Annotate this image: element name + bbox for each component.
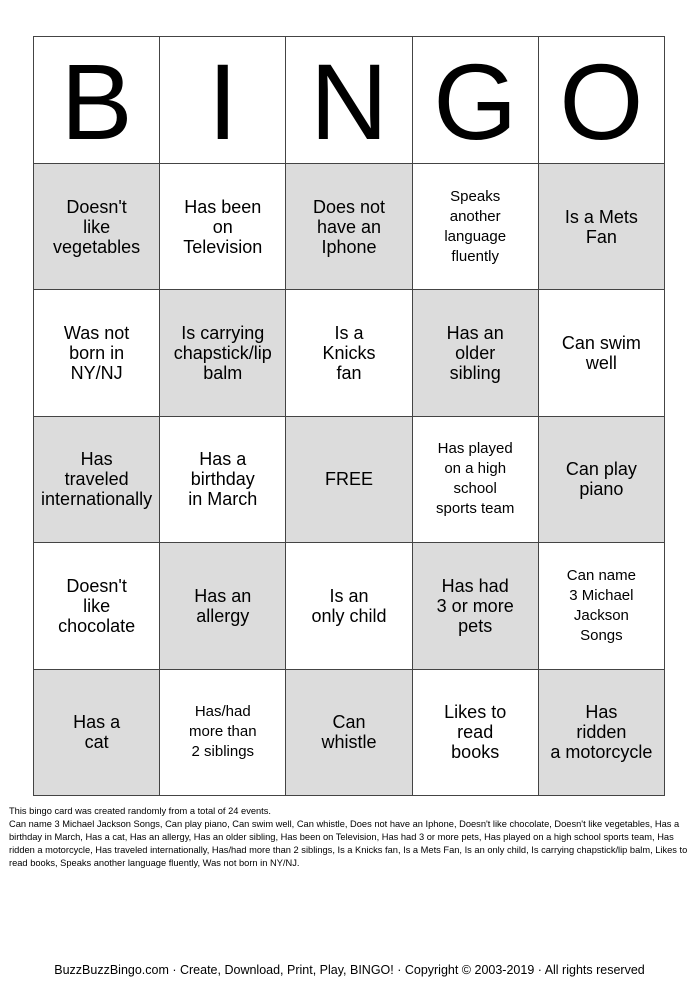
square-text-line: Television [183, 236, 263, 257]
square-text-line: older [455, 343, 496, 364]
square-text-line: Has [585, 702, 618, 723]
square-text-line: piano [579, 479, 624, 500]
square-text-line: like [83, 216, 111, 237]
footer-copyright: BuzzBuzzBingo.com · Create, Download, Print, Play, BINGO! · Copyright © 2003-2019 · All rights reserved [54, 963, 645, 977]
square-text-line: books [451, 742, 500, 763]
square-text-line: Iphone [321, 236, 377, 257]
square-text [188, 449, 257, 509]
square-text-line: Likes to [444, 702, 507, 723]
square-text-line: chapstick/lip [173, 343, 272, 364]
bingo-square [34, 670, 160, 796]
square-text-line: language [444, 227, 507, 245]
square-text [321, 712, 376, 752]
bingo-square [413, 417, 539, 543]
square-text-line: allergy [196, 605, 250, 626]
bingo-square [539, 290, 665, 416]
square-text [183, 197, 262, 257]
square-text-line: Has had [441, 575, 509, 596]
square-text-line: fluently [451, 247, 499, 265]
square-text [566, 459, 637, 499]
square-text-line: born in [69, 343, 125, 364]
square-text-line: Is carrying [181, 323, 265, 344]
square-text-line: fan [336, 363, 362, 384]
bingo-square [539, 670, 665, 796]
square-text-line: birthday [190, 469, 255, 490]
square-text [73, 712, 120, 752]
square-text-line: Speaks [450, 187, 501, 205]
square-text-line: on [212, 216, 233, 237]
square-text-line: Is a [334, 323, 364, 344]
square-text [436, 439, 514, 519]
bingo-square [160, 290, 286, 416]
square-text [444, 187, 506, 267]
bingo-square [34, 290, 160, 416]
square-text-line: traveled [64, 469, 129, 490]
header-letter-i: I [160, 37, 286, 164]
bingo-square [160, 164, 286, 290]
bingo-square [286, 670, 412, 796]
square-text-line: Can name [566, 566, 636, 584]
square-text-line: Has a [73, 712, 121, 733]
bingo-square [286, 290, 412, 416]
square-text-line: only child [311, 605, 387, 626]
square-text-line: Songs [580, 626, 623, 644]
square-text-line: whistle [321, 732, 377, 753]
square-text [64, 323, 129, 383]
square-text [567, 566, 636, 646]
square-text-line: Has been [184, 196, 262, 217]
square-text-line: on a high [444, 460, 507, 478]
bingo-square [286, 164, 412, 290]
square-text-line: Doesn't [66, 575, 127, 596]
square-text-line: have an [316, 216, 382, 237]
description-intro: This bingo card was created randomly from a total of 24 events. [9, 806, 271, 816]
square-text [565, 207, 638, 247]
square-text-line: like [83, 595, 111, 616]
square-text [444, 702, 506, 762]
square-text-line: well [585, 353, 617, 374]
square-text-line: Knicks [322, 343, 376, 364]
bingo-square [286, 417, 412, 543]
square-text-line: ridden [576, 722, 627, 743]
bingo-square [160, 417, 286, 543]
square-text-line: FREE [324, 469, 373, 490]
square-text-line: cat [84, 732, 109, 753]
square-text-line: Jackson [573, 606, 629, 624]
bingo-square [160, 670, 286, 796]
description-events-list: Can name 3 Michael Jackson Songs, Can play piano, Can swim well, Can whistle, Does not have an Iphone, Doesn't like chocolate, Doesn't like vegetables, Has a birthday in March, Has a cat, Has an allergy, Has an older sibling, Has been on Television, Has had 3 or more pets, Has played on a high school sports team, Has ridden a motorcycle, Has traveled internationally, Has/had more than 2 siblings, Is a Knicks fan, Is a Mets Fan, Is an only child, Is carrying chapstick/lip balm, Likes to read books, Speaks another language fluently, Was not born in NY/NJ. [9, 819, 688, 868]
square-text-line: read [457, 722, 494, 743]
square-text-line: sports team [436, 500, 515, 518]
square-text-line: Is an [329, 585, 369, 606]
square-text-line: in March [188, 489, 258, 510]
square-text-line: Fan [585, 226, 617, 247]
square-text [311, 586, 386, 626]
header-letter-b: B [34, 37, 160, 164]
square-text-line: school [453, 480, 497, 498]
square-text-line: another [449, 207, 501, 225]
square-text-line: more than [189, 723, 257, 741]
square-text-line: Has an [194, 585, 252, 606]
square-text-line: Is a Mets [564, 206, 638, 227]
square-text [53, 197, 140, 257]
square-text-line: sibling [449, 363, 501, 384]
square-text [174, 323, 272, 383]
square-text-line: 3 or more [436, 595, 514, 616]
square-text [550, 702, 652, 762]
bingo-square [539, 543, 665, 669]
square-text-line: Has [80, 449, 113, 470]
square-text-line: 2 siblings [191, 743, 255, 761]
square-text-line: Can play [565, 459, 637, 480]
square-text [562, 333, 641, 373]
bingo-square [34, 417, 160, 543]
square-text-line: pets [458, 615, 493, 636]
square-text-line: Can [332, 712, 366, 733]
square-text-line: internationally [41, 489, 153, 510]
bingo-square [539, 164, 665, 290]
square-text-line: balm [203, 363, 243, 384]
square-text-line: Was not [63, 323, 130, 344]
header-letter-n: N [286, 37, 412, 164]
bingo-square [286, 543, 412, 669]
bingo-square [413, 164, 539, 290]
square-text-line: Can swim [561, 333, 641, 354]
bingo-square [160, 543, 286, 669]
square-text-line: Doesn't [66, 196, 127, 217]
square-text-line: vegetables [53, 236, 141, 257]
square-text [189, 702, 257, 762]
square-text-line: chocolate [58, 615, 136, 636]
square-text-line: a motorcycle [550, 742, 653, 763]
square-text-line: Does not [312, 196, 386, 217]
bingo-square [413, 290, 539, 416]
square-text [58, 576, 135, 636]
bingo-square [413, 670, 539, 796]
header-letter-g: G [413, 37, 539, 164]
square-text [325, 469, 373, 489]
bingo-square [34, 543, 160, 669]
square-text [437, 576, 514, 636]
square-text-line: 3 Michael [569, 586, 634, 604]
card-description [9, 805, 691, 870]
square-text [313, 197, 385, 257]
square-text-line: Has an [446, 323, 504, 344]
square-text-line: NY/NJ [70, 363, 123, 384]
bingo-square [539, 417, 665, 543]
bingo-square [413, 543, 539, 669]
square-text [194, 586, 251, 626]
header-letter-o: O [539, 37, 665, 164]
square-text-line: Has/had [194, 703, 251, 721]
bingo-card [33, 36, 665, 796]
square-text [41, 449, 152, 509]
square-text [322, 323, 375, 383]
square-text-line: Has a [199, 449, 247, 470]
square-text [447, 323, 504, 383]
square-text-line: Has played [437, 440, 513, 458]
bingo-square [34, 164, 160, 290]
